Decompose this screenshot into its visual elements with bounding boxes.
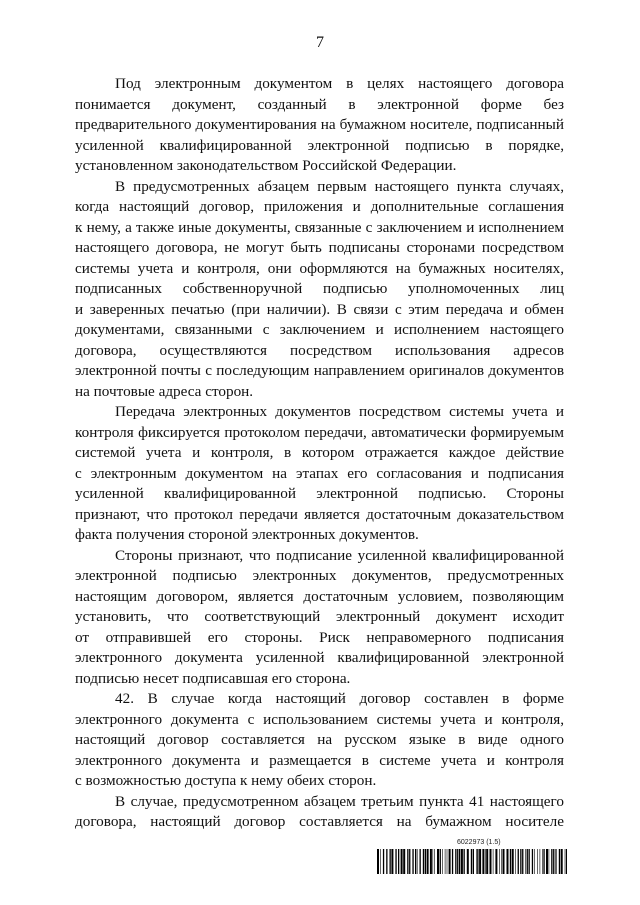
text-line: настоящим договором, является достаточным условием, позволяющим — [75, 587, 564, 605]
text-line: электронной почты с последующим направлением оригиналов документов — [75, 362, 564, 379]
barcode-label: 6022973 (1.5) — [457, 839, 501, 846]
barcode-block — [377, 839, 567, 877]
text-line: 42. В случае когда настоящий договор составлен в форме — [115, 690, 564, 707]
text-line: усиленной квалифицированной электронной подписью в порядке, — [75, 136, 564, 154]
text-line: на почтовые адреса сторон. — [75, 382, 254, 400]
text-line: Передача электронных документов посредством системы учета и — [115, 403, 564, 420]
text-line: электронного документа усиленной квалифицированной электронной — [75, 649, 564, 666]
text-line: когда настоящий договор, приложения и дополнительные соглашения — [75, 198, 564, 215]
paragraph — [75, 74, 564, 177]
text-line: усиленной квалифицированной электронной подписью. Стороны — [75, 485, 564, 502]
text-line: установить, что соответствующий электронный документ исходит — [75, 608, 564, 625]
text-line: В случае, предусмотренном абзацем третьим пункта 41 настоящего — [115, 792, 564, 810]
text-line: договора, настоящий договор составляется на бумажном носителе — [75, 813, 564, 830]
text-line: В предусмотренных абзацем первым настоящего пункта случаях, — [115, 177, 564, 195]
text-line: контроля фиксируется протоколом передачи, автоматически формируемым — [75, 423, 564, 441]
text-line: Под электронным документом в целях настоящего договора — [115, 75, 564, 92]
text-line: документами, связанными с заключением и исполнением настоящего — [75, 321, 564, 338]
document-body — [75, 74, 564, 833]
text-line: признают, что протокол передачи является достаточным доказательством — [75, 505, 564, 523]
paragraph — [75, 546, 564, 690]
page-number: 7 — [316, 34, 324, 51]
text-line: и заверенных печатью (при наличии). В связи с этим передача и обмен — [75, 300, 564, 318]
text-line: подписью несет подписавшая его сторона. — [75, 669, 351, 687]
text-line: с электронным документом на этапах его согласования и подписания — [75, 464, 564, 482]
text-line: договора, осуществляются посредством использования адресов — [75, 341, 564, 359]
text-line: системы учета и контроля, они оформляются на бумажных носителях, — [75, 259, 564, 277]
text-line: к нему, а также иные документы, связанные с заключением и исполнением — [75, 218, 564, 236]
text-line: Стороны признают, что подписание усиленной квалифицированной — [115, 546, 564, 564]
text-line: понимается документ, созданный в электронной форме без — [75, 95, 564, 113]
text-line: от отправившей его стороны. Риск неправомерного подписания — [75, 628, 564, 646]
paragraph — [75, 689, 564, 792]
text-line: с возможностью доступа к нему обеих сторон. — [75, 772, 377, 789]
text-line: системой учета и контроля, в котором отражается каждое действие — [75, 444, 564, 461]
text-line: электронной подписью электронных документов, предусмотренных — [75, 567, 564, 584]
text-line: электронного документа с использованием системы учета и контроля, — [75, 710, 564, 728]
text-line: предварительного документирования на бумажном носителе, подписанный — [75, 116, 564, 133]
text-line: настоящего договора, не могут быть подписаны сторонами посредством — [75, 239, 564, 256]
paragraph — [75, 177, 564, 403]
text-line: настоящий договор составляется на русском языке в виде одного — [75, 731, 564, 748]
paragraph — [75, 402, 564, 546]
barcode-image — [377, 849, 567, 874]
paragraph — [75, 792, 564, 833]
text-line: установленном законодательством Российской Федерации. — [75, 157, 457, 174]
text-line: подписанных собственноручной подписью уполномоченных лиц — [75, 280, 564, 297]
text-line: факта получения стороной электронных документов. — [75, 526, 419, 543]
text-line: электронного документа и размещается в системе учета и контроля — [75, 751, 564, 769]
